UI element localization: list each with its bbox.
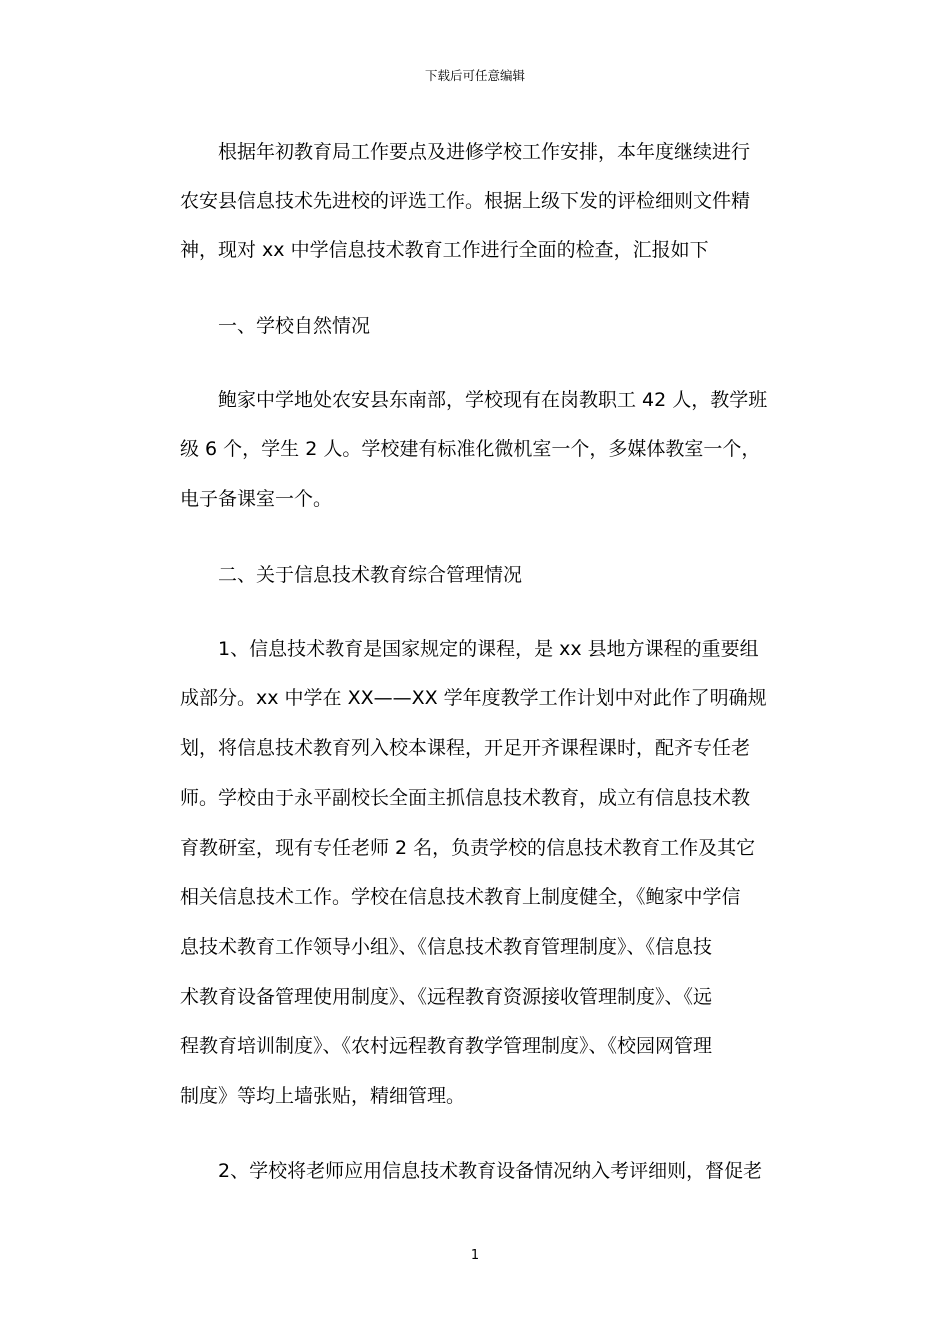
item-1-line-8: 术教育设备管理使用制度》、《远程教育资源接收管理制度》、《远 [180,986,713,1008]
section-1-line-3: 电子备课室一个。 [180,488,333,510]
page-number: 1 [470,1248,480,1263]
section-1-line-2: 级 6 个，学生 2 人。学校建有标准化微机室一个，多媒体教室一个， [180,438,761,460]
section-1-line-1: 鲍家中学地处农安县东南部，学校现有在岗教职工 42 人，教学班 [218,389,768,411]
item-1-line-9: 程教育培训制度》、《农村远程教育教学管理制度》、《校园网管理 [180,1035,713,1057]
intro-line-3: 神，现对 xx 中学信息技术教育工作进行全面的检查，汇报如下 [180,239,709,261]
item-2-line-1: 2、学校将老师应用信息技术教育设备情况纳入考评细则，督促老 [218,1160,763,1182]
intro-line-1: 根据年初教育局工作要点及进修学校工作安排，本年度继续进行 [218,141,751,163]
intro-line-2: 农安县信息技术先进校的评选工作。根据上级下发的评检细则文件精 [180,190,751,212]
section-2-heading: 二、关于信息技术教育综合管理情况 [218,564,523,586]
page-header-note: 下载后可任意编辑 [424,68,525,83]
item-1-line-10: 制度》等均上墙张贴，精细管理。 [180,1085,466,1107]
item-1-line-7: 息技术教育工作领导小组》、《信息技术教育管理制度》、《信息技 [180,936,713,958]
item-1-line-5: 育教研室，现有专任老师 2 名，负责学校的信息技术教育工作及其它 [180,837,756,859]
section-1-heading: 一、学校自然情况 [218,315,371,337]
item-1-line-1: 1、信息技术教育是国家规定的课程，是 xx 县地方课程的重要组 [218,638,759,660]
item-1-line-6: 相关信息技术工作。学校在信息技术教育上制度健全，《鲍家中学信 [180,886,741,908]
item-1-line-2: 成部分。xx 中学在 XX——XX 学年度教学工作计划中对此作了明确规 [180,687,767,709]
item-1-line-4: 师。学校由于永平副校长全面主抓信息技术教育，成立有信息技术教 [180,787,751,809]
item-1-line-3: 划，将信息技术教育列入校本课程，开足开齐课程课时，配齐专任老 [180,737,751,759]
